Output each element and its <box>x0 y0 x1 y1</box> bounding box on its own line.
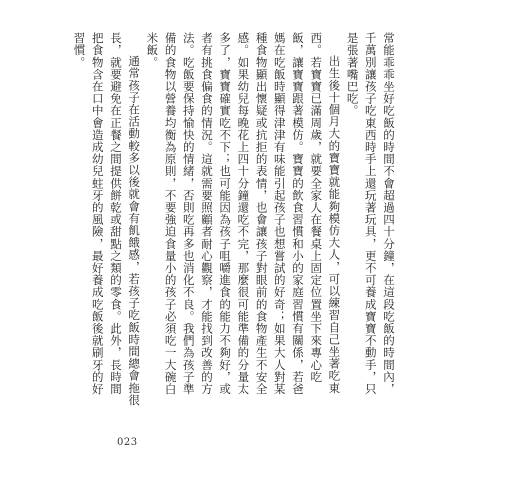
page-number: 023 <box>117 437 138 448</box>
paragraph-1: 常能乖乖坐好吃飯的時間不會超過四十分鐘，在這段吃飯的時間內，千萬別讓孩子吃東西時手上還玩著玩具，更不可養成寶寶不動手，只是張著嘴巴吃。 <box>345 32 396 395</box>
paragraph-2: 出生後十個月大的寶寶就能夠模仿大人，可以練習自己坐著吃東西。若寶寶已滿周歲，就要全家人在餐桌上固定位置坐下來專心吃飯，讓寶寶跟著模仿。寶寶的飲食習慣和小的家庭習慣有關係，若爸媽在吃飯時顯得津津有味能引起孩子也想嘗試的好奇；如果大人對某種食物顯出懷疑或抗拒的表情，也會讓孩子對眼前的食物產生不安全感。如果幼兒每晚花上四十分鐘還吃不完，那麼很可能準備的分量太多了，寶寶確實吃不下；也可能因為孩子咀嚼進食的能力不夠好，或者有挑食偏食的情況。這就需要照顧者耐心觀察，才能找到改善的方法。吃飯要保持愉快的情緒，否則吃再多也消化不良。我們為孩子準備的食物以營養均衡為原則，不要強迫食量小的孩子必須吃一大碗白米飯。 <box>145 32 342 395</box>
paragraph-3: 通常孩子在活動較多以後就會有飢餓感，若孩子吃飯時間總會拖很長，就要避免在正餐之間提供餅乾或甜點之類的零食。此外，長時間把食物含在口中會造成幼兒蛀牙的風險，最好養成吃飯後就刷牙的好習慣。 <box>72 32 142 406</box>
vertical-text-block <box>72 32 398 406</box>
